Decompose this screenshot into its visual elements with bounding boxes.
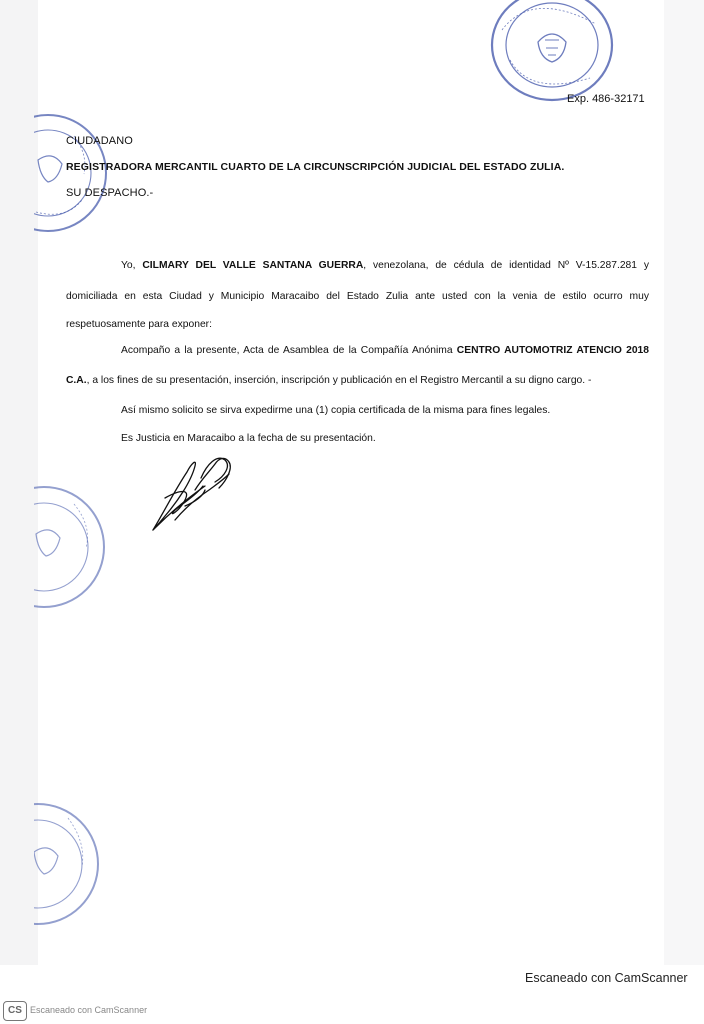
addressee-title: CIUDADANO [66, 135, 133, 147]
paragraph-2-line-2 [66, 374, 591, 388]
company-name: CENTRO AUTOMOTRIZ ATENCIO 2018 [456, 345, 649, 356]
scan-right-margin [664, 0, 704, 965]
paragraph-1-line-3: respetuosamente para exponer: [66, 319, 212, 330]
official-stamp-left-1 [34, 112, 114, 234]
camscanner-small-footer: Escaneado con CamScanner [30, 1005, 148, 1015]
addressee-office: REGISTRADORA MERCANTIL CUARTO DE LA CIRCUNSCRIPCIÓN JUDICIAL DEL ESTADO ZULIA. [66, 161, 565, 173]
official-stamp-top-right [488, 0, 618, 105]
paragraph-4: Es Justicia en Maracaibo a la fecha de su presentación. [121, 433, 376, 444]
camscanner-footer: Escaneado con CamScanner [525, 971, 688, 985]
applicant-name: CILMARY DEL VALLE SANTANA GUERRA [142, 260, 364, 271]
scan-left-margin [0, 0, 38, 965]
official-stamp-left-2 [34, 484, 114, 610]
p2-prefix: Acompaño a la presente, Acta de Asamblea de la Compañía Anónima [121, 345, 457, 356]
p1-prefix: Yo, [121, 260, 143, 271]
paragraph-1-line-2: domiciliada en esta Ciudad y Municipio Maracaibo del Estado Zulia ante usted con la venia de estilo ocurro muy [66, 291, 649, 302]
paragraph-1-line-1 [121, 259, 649, 273]
addressee-despacho: SU DESPACHO.- [66, 187, 154, 199]
expediente-number: Exp. 486-32171 [567, 93, 645, 105]
official-stamp-left-3 [34, 800, 106, 930]
camscanner-badge-icon: CS [3, 1001, 27, 1021]
paragraph-2-line-1 [121, 344, 649, 358]
handwritten-signature [145, 450, 240, 540]
company-suffix: C.A. [66, 375, 87, 386]
p2-suffix: , a los fines de su presentación, inserción, inscripción y publicación en el Registro Mercantil a su digno cargo. - [86, 375, 592, 386]
paragraph-3: Así mismo solicito se sirva expedirme una (1) copia certificada de la misma para fines legales. [121, 405, 551, 416]
p1-suffix: , venezolana, de cédula de identidad Nº V-15.287.281 y [363, 260, 649, 271]
